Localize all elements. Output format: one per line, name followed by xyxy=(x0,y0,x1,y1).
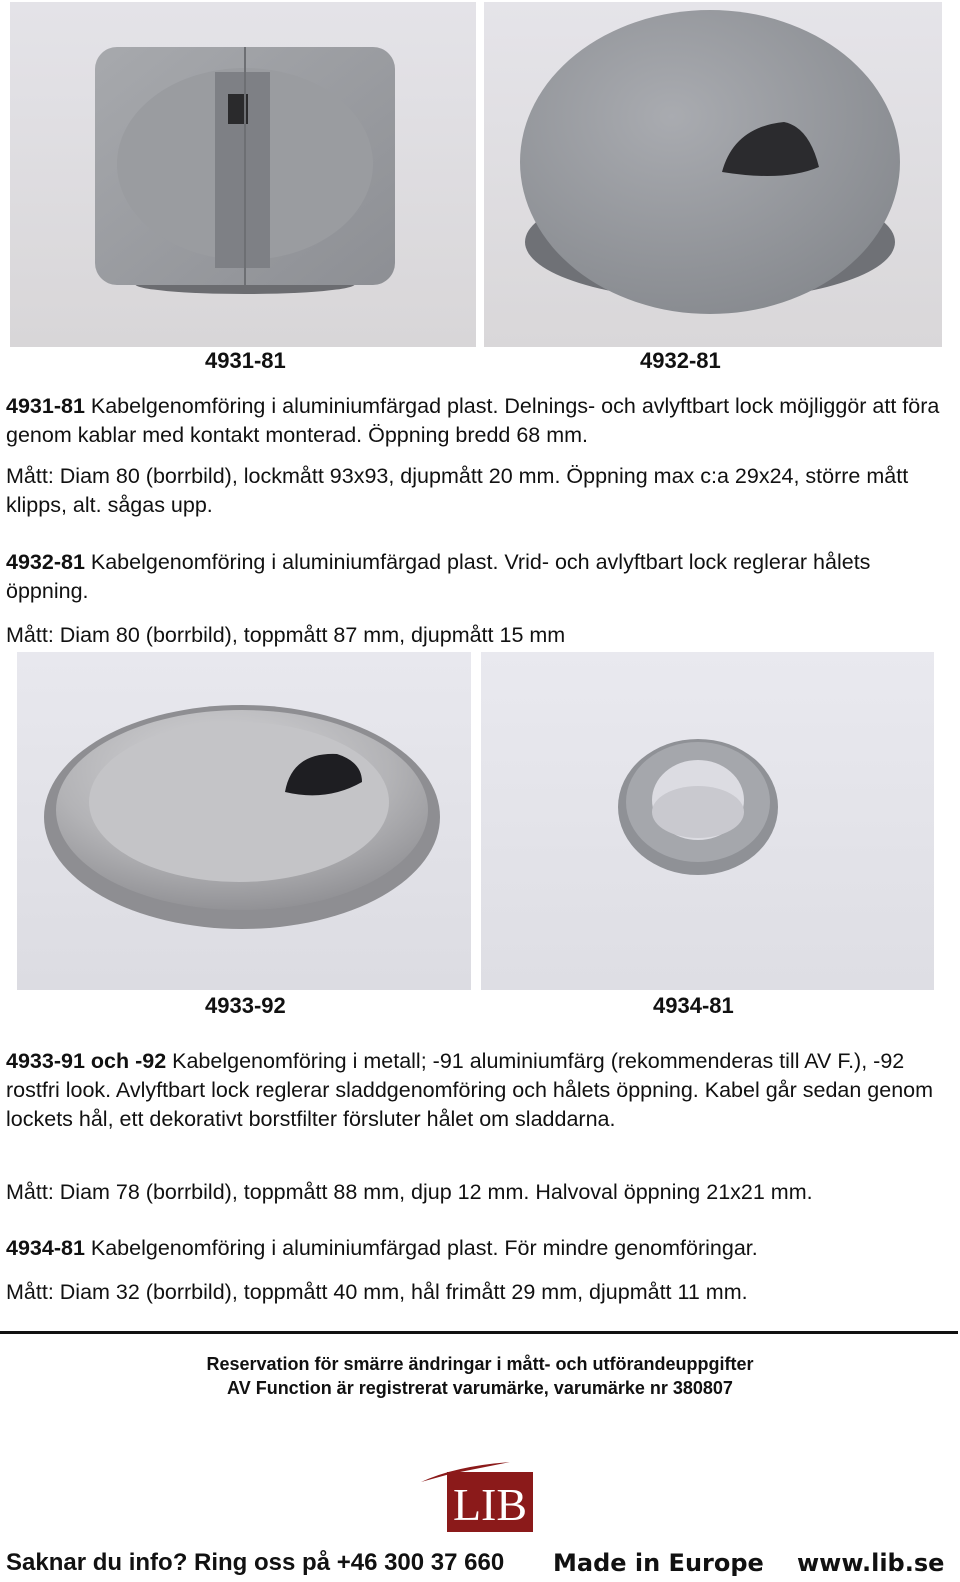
description-4933 xyxy=(6,1047,951,1134)
dimensions-4933: Mått: Diam 78 (borrbild), toppmått 88 mm, djup 12 mm. Halvoval öppning 21x21 mm. xyxy=(6,1180,813,1204)
notice-reservation: Reservation för smärre ändringar i mått- och utförandeuppgifter xyxy=(206,1354,754,1374)
product-code: 4933-91 och -92 xyxy=(6,1049,167,1073)
description-4934-81 xyxy=(6,1234,951,1263)
description-text: Kabelgenomföring i metall; -91 aluminiumfärg (rekommenderas till AV F.), -92 rostfri look. Avlyftbart lock reglerar sladdgenomföring och hålets öppning. Kabel går sedan genom lockets hål, ett dekorativt borstfilter försluter hålet om sladdarna. xyxy=(6,1049,934,1131)
product-code: 4932-81 xyxy=(6,550,85,574)
description-text: Kabelgenomföring i aluminiumfärgad plast. För mindre genomföringar. xyxy=(84,1236,758,1260)
footer-website-link[interactable]: www.lib.se xyxy=(797,1549,945,1577)
lib-logo xyxy=(415,1460,540,1535)
dimensions-4931-81: Mått: Diam 80 (borrbild), lockmått 93x93, djupmått 20 mm. Öppning max c:a 29x24, större mått klipps, alt. sågas upp. xyxy=(6,464,909,517)
logo-text: LIB xyxy=(452,1479,528,1530)
footer-info: Saknar du info? Ring oss på +46 300 37 660 xyxy=(6,1549,505,1576)
caption-4933-92: 4933-92 xyxy=(205,993,286,1018)
caption-4931-81: 4931-81 xyxy=(205,348,286,373)
photo-4931-81 xyxy=(10,2,476,347)
description-4931-81 xyxy=(6,392,951,450)
description-text: Kabelgenomföring i aluminiumfärgad plast. Vrid- och avlyftbart lock reglerar hålets öppning. xyxy=(6,550,871,603)
dimensions-4932-81: Mått: Diam 80 (borrbild), toppmått 87 mm, djupmått 15 mm xyxy=(6,623,566,647)
photo-4934-81 xyxy=(481,652,934,990)
description-4932-81 xyxy=(6,548,951,606)
product-code: 4931-81 xyxy=(6,394,85,418)
description-text: Kabelgenomföring i aluminiumfärgad plast. Delnings- och avlyftbart lock möjliggör att föra genom kablar med kontakt monterad. Öppning bredd 68 mm. xyxy=(6,394,940,447)
photo-4932-81 xyxy=(484,2,942,347)
divider xyxy=(0,1331,958,1334)
notice-trademark: AV Function är registrerat varumärke, varumärke nr 380807 xyxy=(227,1378,733,1398)
footer-made-in-europe: Made in Europe xyxy=(553,1549,764,1577)
dimensions-4934-81: Mått: Diam 32 (borrbild), toppmått 40 mm, hål frimått 29 mm, djupmått 11 mm. xyxy=(6,1280,748,1304)
photo-4933-92 xyxy=(17,652,471,990)
caption-4934-81: 4934-81 xyxy=(653,993,734,1018)
caption-4932-81: 4932-81 xyxy=(640,348,721,373)
product-code: 4934-81 xyxy=(6,1236,85,1260)
